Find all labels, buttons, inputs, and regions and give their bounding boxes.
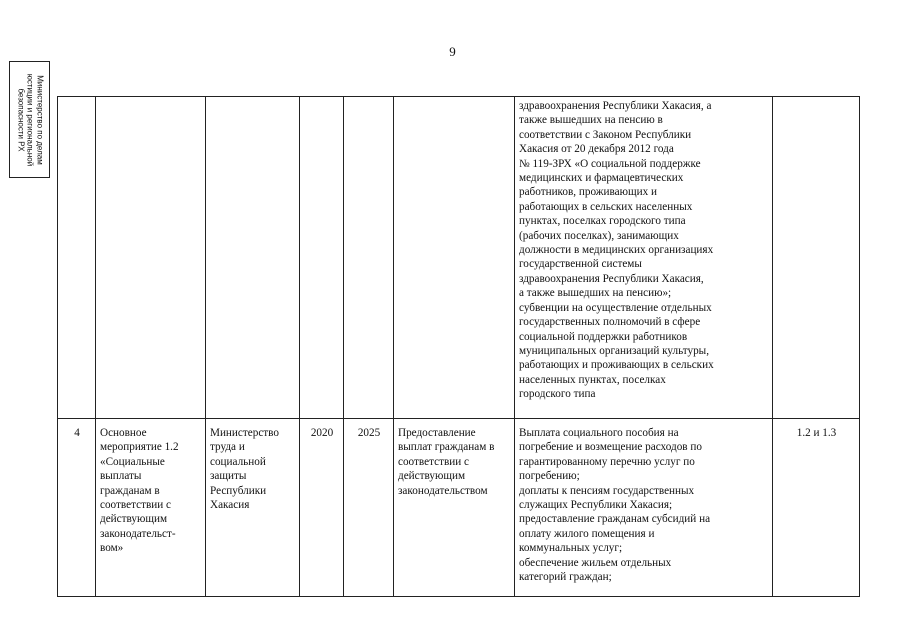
- cell-directions: [515, 97, 773, 419]
- cell-directions: [515, 419, 773, 597]
- cell-text: 2020: [310, 427, 334, 439]
- cell-text-line: выплаты: [100, 470, 142, 483]
- cell-text-line: № 119-ЗРХ «О социальной поддержке: [519, 157, 701, 170]
- cell-text-line: работающих и проживающих в сельских: [519, 359, 714, 372]
- cell-text-line: субвенции на осуществление отдельных: [519, 301, 712, 314]
- cell-text-line: Министерство: [210, 427, 279, 439]
- cell-text-line: служащих Республики Хакасия;: [519, 499, 673, 512]
- cell-text-line: медицинских и фармацевтических: [519, 172, 684, 185]
- cell-text-line: Хакасия: [210, 499, 250, 512]
- cell-text-line: пунктах, поселках городского типа: [519, 215, 686, 228]
- cell-expected-result: [394, 419, 515, 597]
- cell-text: 1.2 и 1.3: [796, 427, 837, 439]
- cell-text-line: обеспечение жильем отдельных: [519, 556, 672, 569]
- cell-text: 2025: [357, 427, 381, 439]
- cell-text-line: социальной: [210, 455, 266, 468]
- cell-text-line: «Социальные: [100, 455, 165, 468]
- cell-text-line: предоставление гражданам субсидий на: [519, 513, 711, 526]
- table-row: [58, 97, 860, 419]
- cell-start-year: [300, 419, 344, 597]
- cell-text-line: Выплата социального пособия на: [519, 427, 679, 439]
- cell-text-line: работников, проживающих и: [519, 186, 657, 199]
- measures-table: [57, 96, 860, 597]
- cell-expected-result: [394, 97, 515, 419]
- cell-text-line: (рабочих поселках), занимающих: [519, 229, 679, 242]
- cell-text-line: действующим: [398, 470, 466, 483]
- cell-text-line: доплаты к пенсиям государственных: [519, 484, 695, 497]
- cell-text-line: здравоохранения Республики Хакасия,: [519, 272, 704, 285]
- cell-event: [96, 419, 206, 597]
- cell-text-line: соответствии с Законом Республики: [519, 128, 692, 141]
- cell-text-line: Основное: [100, 427, 147, 439]
- table-body: [58, 97, 860, 597]
- table-row: [58, 419, 860, 597]
- cell-text-line: работающих в сельских населенных: [519, 200, 693, 213]
- cell-text-line: государственных полномочий в сфере: [519, 316, 701, 329]
- cell-event: [96, 97, 206, 419]
- ministry-stamp: [9, 61, 50, 178]
- cell-text-line: также вышедших на пенсию в: [519, 114, 663, 127]
- page-number: 9: [449, 44, 456, 59]
- cell-text-line: погребению;: [519, 470, 580, 483]
- cell-text-line: оплату жилого помещения и: [519, 527, 655, 540]
- cell-text-line: соответствии с: [398, 455, 469, 468]
- cell-text-line: должности в медицинских организациях: [519, 244, 714, 257]
- cell-text-line: социальной поддержки работников: [519, 330, 688, 343]
- cell-text: 4: [74, 427, 80, 439]
- cell-text-line: выплат гражданам в: [398, 441, 495, 454]
- cell-executor: [206, 419, 300, 597]
- cell-text-line: защиты: [210, 470, 247, 483]
- stamp-line: безопасности РХ: [15, 87, 25, 152]
- cell-text-line: законодательст-: [100, 527, 176, 540]
- cell-start-year: [300, 97, 344, 419]
- cell-text-line: населенных пунктах, поселках: [519, 373, 666, 386]
- stamp-text: [15, 64, 44, 176]
- cell-text-line: мероприятие 1.2: [100, 441, 179, 454]
- cell-indicators: [773, 97, 860, 419]
- stamp-line: юстиции и региональной: [25, 73, 35, 166]
- cell-text-line: а также вышедших на пенсию»;: [519, 287, 672, 300]
- cell-text-line: коммунальных услуг;: [519, 542, 623, 555]
- cell-text-line: действующим: [100, 513, 168, 526]
- cell-text-line: законодательством: [398, 484, 488, 497]
- cell-text-line: муниципальных организаций культуры,: [519, 344, 709, 357]
- cell-text-line: гражданам в: [100, 484, 160, 497]
- cell-text-line: погребение и возмещение расходов по: [519, 441, 702, 454]
- cell-end-year: [344, 419, 394, 597]
- cell-text-line: Хакасия от 20 декабря 2012 года: [519, 143, 674, 156]
- cell-end-year: [344, 97, 394, 419]
- cell-text-line: вом»: [100, 542, 124, 555]
- cell-text-line: Предоставление: [398, 427, 476, 439]
- cell-number: [58, 419, 96, 597]
- cell-text-line: гарантированному перечню услуг по: [519, 455, 695, 468]
- cell-number: [58, 97, 96, 419]
- cell-text-line: городского типа: [519, 388, 596, 401]
- cell-text-line: труда и: [210, 441, 245, 454]
- cell-text-line: соответствии с: [100, 499, 171, 512]
- cell-text-line: здравоохранения Республики Хакасия, а: [519, 100, 712, 112]
- cell-text-line: категорий граждан;: [519, 571, 612, 584]
- stamp-line: Министерство по делам: [34, 74, 44, 165]
- cell-executor: [206, 97, 300, 419]
- cell-text-line: государственной системы: [519, 258, 642, 271]
- cell-indicators: [773, 419, 860, 597]
- cell-text-line: Республики: [210, 484, 267, 497]
